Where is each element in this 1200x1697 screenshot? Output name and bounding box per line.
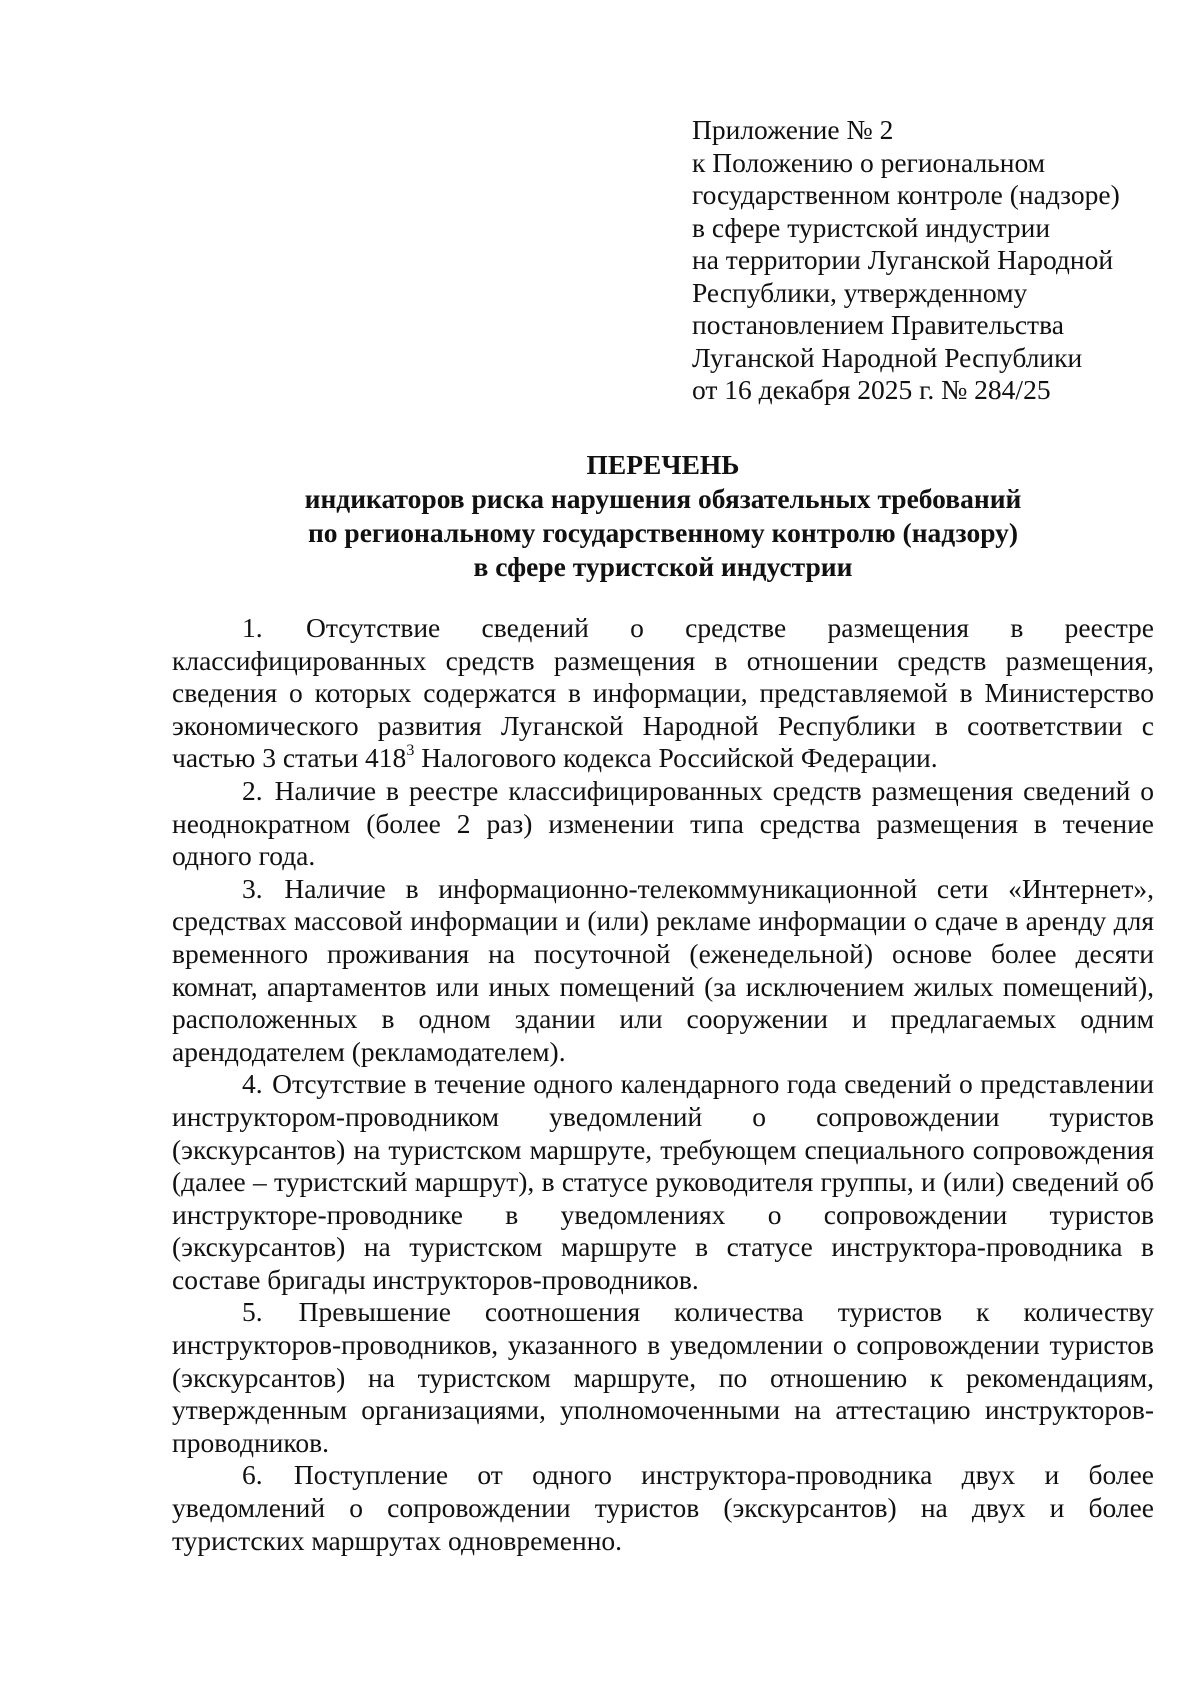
item-number: 4. <box>242 1068 263 1100</box>
list-item <box>172 1459 1154 1557</box>
item-text: Поступление от одного инструктора-проводника двух и более уведомлений о сопровождении туристов (экскурсантов) на двух и более туристских маршрутах одновременно. <box>172 1459 1154 1556</box>
appendix-line: Луганской Народной Республики <box>692 341 1083 373</box>
superscript: 3 <box>406 742 415 760</box>
appendix-line: постановлением Правительства <box>692 309 1064 340</box>
list-item <box>172 775 1154 873</box>
list-item <box>172 1068 1154 1296</box>
indicator-list <box>172 612 1154 1557</box>
appendix-line: к Положению о региональном <box>692 146 1046 178</box>
appendix-header <box>692 114 1162 407</box>
appendix-line: государственном контроле (надзоре) <box>692 179 1120 210</box>
item-number: 5. <box>242 1296 263 1328</box>
document-title <box>172 448 1154 584</box>
item-number: 2. <box>242 774 263 806</box>
item-number: 3. <box>242 872 263 904</box>
title-subtitle-line: в сфере туристской индустрии <box>473 551 853 582</box>
title-subtitle-line: индикаторов риска нарушения обязательных требований <box>304 483 1022 514</box>
item-text: Превышение соотношения количества туристов к количеству инструкторов-проводников, указанного в уведомлении о сопровождении туристов (экскурсантов) на туристском маршруте, по отношению к рекомендациям, утвержденным организациями, уполномоченными на аттестацию инструкторов-проводников. <box>172 1296 1155 1458</box>
item-text: Отсутствие сведений о средстве размещения в реестре классифицированных средств размещения в отношении средств размещения, сведения о которых содержатся в информации, представляемой в Министерство экономического развития Луганской Народной Республики в соответствии с частью 3 статьи 418 <box>172 612 1155 774</box>
appendix-line: от 16 декабря 2025 г. № 284/25 <box>692 374 1051 405</box>
item-number: 1. <box>242 612 263 643</box>
appendix-line: на территории Луганской Народной <box>692 244 1114 275</box>
item-number: 6. <box>242 1459 263 1491</box>
item-text: Налогового кодекса Российской Федерации. <box>414 742 938 774</box>
item-text: Наличие в реестре классифицированных средств размещения сведений о неоднократном (более 2 раз) изменении типа средства размещения в течение одного года. <box>172 774 1154 872</box>
list-item <box>172 873 1154 1069</box>
item-text: Отсутствие в течение одного календарного года сведений о представлении инструктором-проводником уведомлений о сопровождении туристов (экскурсантов) на туристском маршруте, требующем специального сопровождения (далее – туристский маршрут), в статусе руководителя группы, и (или) сведений об инструкторе-проводнике в уведомлениях о сопровождении туристов (экскурсантов) на туристском маршруте в статусе инструктора-проводника в составе бригады инструкторов-проводников. <box>172 1068 1154 1295</box>
list-item <box>172 1296 1154 1459</box>
title-heading: ПЕРЕЧЕНЬ <box>586 449 740 480</box>
appendix-line: в сфере туристской индустрии <box>692 211 1051 243</box>
title-subtitle-line: по региональному государственному контролю (надзору) <box>307 517 1019 548</box>
appendix-line: Приложение № 2 <box>692 114 894 145</box>
list-item <box>172 612 1154 775</box>
appendix-line: Республики, утвержденному <box>692 276 1028 308</box>
item-text: Наличие в информационно-телекоммуникационной сети «Интернет», средствах массовой информации и (или) рекламе информации о сдаче в аренду для временного проживания на посуточной (еженедельной) основе более десяти комнат, апартаментов или иных помещений (за исключением жилых помещений), расположенных в одном здании или сооружении и предлагаемых одним арендодателем (рекламодателем). <box>172 872 1155 1067</box>
